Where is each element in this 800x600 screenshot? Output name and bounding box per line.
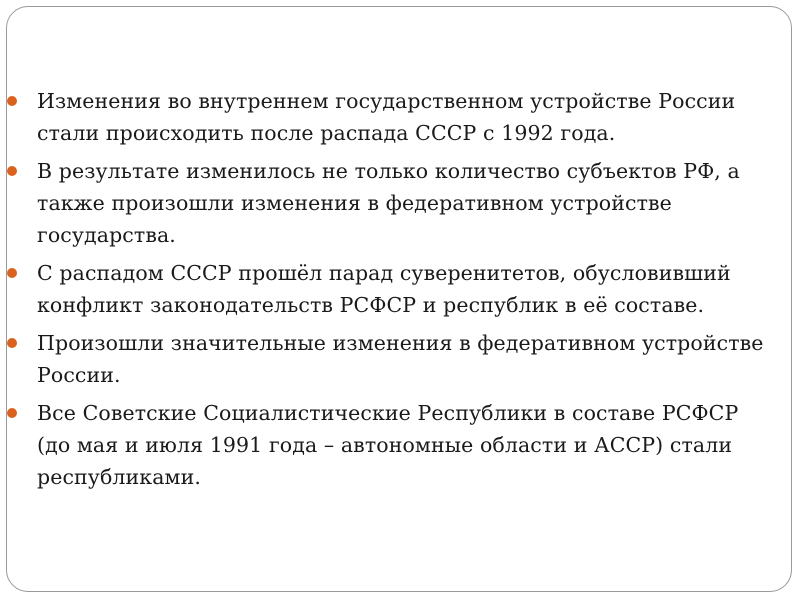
bullet-dot-icon bbox=[7, 408, 17, 418]
bullet-dot-icon bbox=[7, 268, 17, 278]
bullet-text: Все Советские Социалистические Республики в составе РСФСР (до мая и июля 1991 года – автономные области и АССР) стали республиками. bbox=[37, 401, 739, 489]
bullet-text: В результате изменилось не только количество субъектов РФ, а также произошли изменения в федеративном устройстве государства. bbox=[37, 159, 740, 247]
bullet-item bbox=[7, 85, 767, 149]
bullet-item bbox=[7, 257, 767, 321]
bullet-text: Произошли значительные изменения в федеративном устройстве России. bbox=[37, 331, 764, 387]
bullet-item bbox=[7, 327, 767, 391]
bullet-dot-icon bbox=[7, 166, 17, 176]
bullet-item bbox=[7, 155, 767, 251]
bullet-text: С распадом СССР прошёл парад суверенитетов, обусловивший конфликт законодательств РСФСР и республик в её составе. bbox=[37, 261, 731, 317]
slide-frame bbox=[6, 6, 792, 592]
bullet-dot-icon bbox=[7, 338, 17, 348]
bullet-list bbox=[7, 85, 767, 499]
bullet-item bbox=[7, 397, 767, 493]
bullet-text: Изменения во внутреннем государственном устройстве России стали происходить после распада СССР с 1992 года. bbox=[37, 89, 736, 145]
bullet-dot-icon bbox=[7, 96, 17, 106]
